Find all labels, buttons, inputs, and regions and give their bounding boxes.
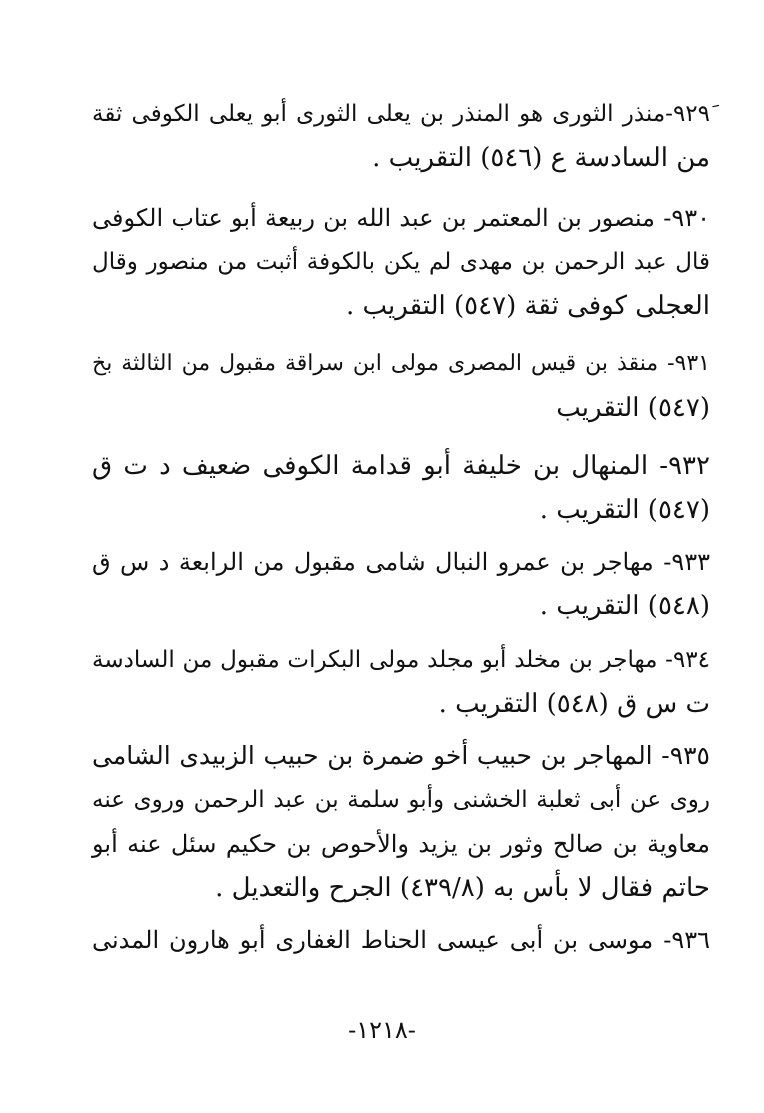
entry-930-line-1: ٩٣٠- منصور بن المعتمر بن عبد الله بن ربيعة أبو عتاب الكوفى [92,204,710,232]
entry-933-line-2: (٥٤٨) التقريب . [539,591,710,621]
entry-932-line-1: ٩٣٢- المنهال بن خليفة أبو قدامة الكوفى ضعيف د ت ق [92,451,710,481]
entry-931-line-1: ٩٣١- منقذ بن قيس المصرى مولى ابن سراقة مقبول من الثالثة بخ [92,351,710,376]
entry-930-line-3: العجلى كوفى ثقة (٥٤٧) التقريب . [345,291,710,321]
entry-933-line-1: ٩٣٣- مهاجر بن عمرو النبال شامى مقبول من الرابعة د س ق [92,548,710,576]
entry-934-line-1: ٩٣٤- مهاجر بن مخلد أبو مجلد مولى البكرات مقبول من السادسة [92,647,710,673]
entry-935-line-3: معاوية بن صالح وثور بن يزيد والأحوص بن حكيم سئل عنه أبو [92,830,710,858]
entry-929-line-2: من السادسة ع (٥٤٦) التقريب . [372,143,710,173]
entry-932-line-2: (٥٤٧) التقريب . [539,495,710,525]
entry-929-line-1: ٩٢٩َ-منذر الثورى هو المنذر بن يعلى الثورى أبو يعلى الكوفى ثقة [92,101,710,127]
entry-935-line-4: حاتم فقال لا بأس به (٤٣٩/٨) الجرح والتعديل . [215,873,710,903]
entry-934-line-2: ت س ق (٥٤٨) التقريب . [438,689,710,719]
entry-936-line-1: ٩٣٦- موسى بن أبى عيسى الحناط الغفارى أبو هارون المدنى [92,926,710,954]
entry-931-line-2: (٥٤٧) التقريب [556,393,710,423]
entry-935-line-2: روى عن أبى ثعلبة الخشنى وأبو سلمة بن عبد الرحمن وروى عنه [92,787,710,813]
entry-930-line-2: قال عبد الرحمن بن مهدى لم يكن بالكوفة أثبت من منصور وقال [92,249,710,275]
page-number: -١٢١٨- [348,1016,416,1044]
entry-935-line-1: ٩٣٥- المهاجر بن حبيب أخو ضمرة بن حبيب الزبيدى الشامى [92,741,710,770]
